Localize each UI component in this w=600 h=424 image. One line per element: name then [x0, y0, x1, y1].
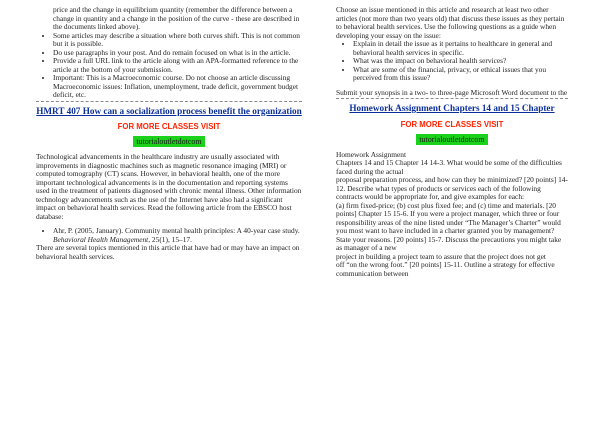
right-bullet-list — [336, 40, 568, 83]
left-intro-text: price and the change in equilibrium quantity (remember the difference between a change in quantity and a change in the position of the curve - these are described in the documents linked above). — [53, 5, 300, 31]
reference-item: • Ahr, P. (2005, January). Community mental health principles: A 40-year case study. Behavioral Health Management, 25(1), 15–17. — [53, 227, 302, 244]
right-text-line: points] Chapter 15 15-6. If you were a project manager, which three or four — [336, 209, 560, 218]
assignment-heading-link[interactable]: Homework Assignment Chapters 14 and 15 Chapter — [349, 103, 555, 113]
dashed-divider — [336, 98, 568, 99]
right-text-line: off “on the wrong foot.” [20 points] 15-11. Outline a strategy for effective communication between — [336, 260, 555, 278]
dashed-divider — [36, 101, 302, 102]
right-column — [336, 6, 568, 278]
site-link[interactable]: tutorialoutletdotcom — [133, 136, 204, 147]
more-classes-text: FOR MORE CLASSES VISIT — [400, 119, 504, 129]
more-classes-text: FOR MORE CLASSES VISIT — [117, 122, 221, 131]
list-item: • Provide a full URL link to the article along with an APA-formatted reference to the article at the bottom of your submission. — [53, 57, 302, 74]
left-column — [36, 6, 302, 261]
journal-title: Behavioral Health Management — [53, 234, 149, 244]
list-item: • Important: This is a Macroeconomic course. Do not choose an article discussing Macroeconomic issues: Inflation, unemployment, trade deficit, government budget deficit, etc. — [53, 74, 302, 100]
right-text-line: proposal preparation process, and how can they be minimized? [20 points] 14-12. Describe what types of products or services each of the following contracts would be appropriate for, and give examples for each: — [336, 175, 568, 201]
left-closing-text: There are several topics mentioned in this article that have had or may have an impact on behavioral health services. — [36, 243, 300, 261]
site-link[interactable]: tutorialoutletdotcom — [416, 134, 487, 145]
right-submit-text: Submit your synopsis in a two- to three-page Microsoft Word document to the — [336, 87, 568, 97]
right-text-line: Chapters 14 and 15 Chapter 14 14-3. What would be some of the difficulties faced during the actual — [336, 158, 562, 176]
list-item: • What are some of the financial, privacy, or ethical issues that you perceived from this issue? — [353, 66, 568, 83]
left-body-text: Technological advancements in the healthcare industry are usually associated with improvements in diagnostic machines such as magnetic resonance imaging (MRI) or computed tomography (CT) scans. However, in behavioral health, one of the more important technological advancements is in the documentation and reporting systems used in the treatment of patients diagnosed with chronic mental illness. Other information technology advancements such as the use of the Internet have also had a significant impact on behavioral health services. Read the following article from the EBSCO host database: — [36, 152, 302, 221]
right-text-line: project in building a project team to assure that the project does not get — [336, 251, 546, 261]
list-item: • Some articles may describe a situation where both curves shift. This is not common but it is possible. — [53, 32, 302, 49]
left-bullet-list — [36, 32, 302, 100]
right-text-line: responsibility areas of the nine listed under “The Manager’s Charter” would you most want to have included in a charter granted you by management? State your reasons. [20 points] 15-7. Discuss the precautions you might take as manager of a new — [336, 217, 562, 252]
list-item: • Explain in detail the issue as it pertains to healthcare in general and behavioral health services in specific. — [353, 40, 568, 57]
right-text-line: Homework Assignment — [336, 149, 407, 159]
reference-list — [36, 227, 302, 244]
list-item: • Do use paragraphs in your post. And do remain focused on what is in the article. — [53, 49, 302, 58]
list-item: • What was the impact on behavioral health services? — [353, 57, 568, 66]
right-text-line: (a) firm fixed-price; (b) cost plus fixed fee; and (c) time and materials. [20 — [336, 200, 556, 210]
assignment-heading-link[interactable]: HMRT 407 How can a socialization process benefit the organization — [36, 105, 302, 116]
right-intro-text: Choose an issue mentioned in this article and research at least two other articles (not more than two years old) that discuss these issues as they pertain to behavioral health services. Use the following questions as a guide when developing your essay on the issue: — [336, 5, 565, 40]
